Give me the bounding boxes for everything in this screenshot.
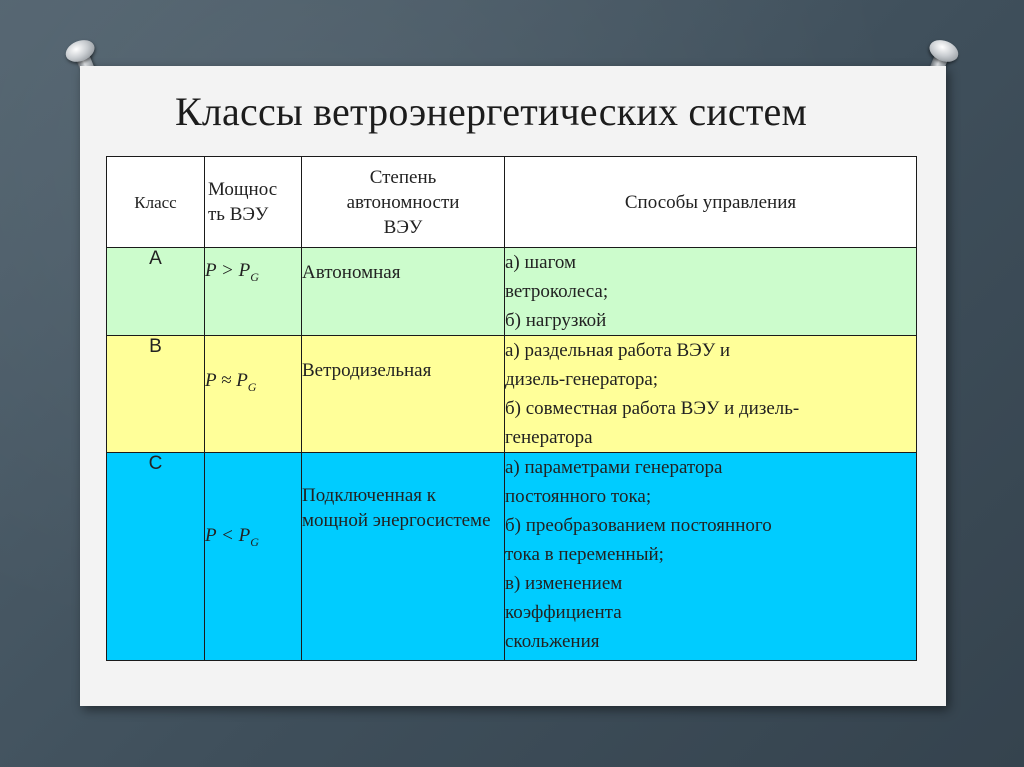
table-row	[107, 453, 917, 661]
slide-title: Классы ветроэнергетических систем	[175, 89, 808, 134]
power-cell: $P > P_G$	[205, 248, 302, 336]
header-class: Класс	[107, 157, 205, 248]
class-cell: B	[107, 336, 205, 453]
header-control: Способы управления	[505, 157, 917, 248]
class-cell: A	[107, 248, 205, 336]
autonomy-cell: Автономная	[302, 248, 505, 336]
control-cell: а) шагом ветроколеса; б) нагрузкой	[505, 248, 917, 336]
header-autonomy: Степень автономности ВЭУ	[302, 157, 505, 248]
class-cell: C	[107, 453, 205, 661]
power-cell: $P \approx P_G$	[205, 336, 302, 453]
control-cell: а) раздельная работа ВЭУ и дизель-генератора; б) совместная работа ВЭУ и дизель- генератора	[505, 336, 917, 453]
power-cell: $P < P_G$	[205, 453, 302, 661]
autonomy-cell: Подключенная к мощной энергосистеме	[302, 453, 505, 661]
table-header-row	[107, 157, 917, 248]
table-row	[107, 248, 917, 336]
control-cell: а) параметрами генератора постоянного тока; б) преобразованием постоянного тока в переменный; в) изменением коэффициента скольжения	[505, 453, 917, 661]
autonomy-cell: Ветродизельная	[302, 336, 505, 453]
wind-energy-classes-table	[106, 156, 917, 661]
table-row	[107, 336, 917, 453]
header-power: Мощнос ть ВЭУ	[205, 157, 302, 248]
